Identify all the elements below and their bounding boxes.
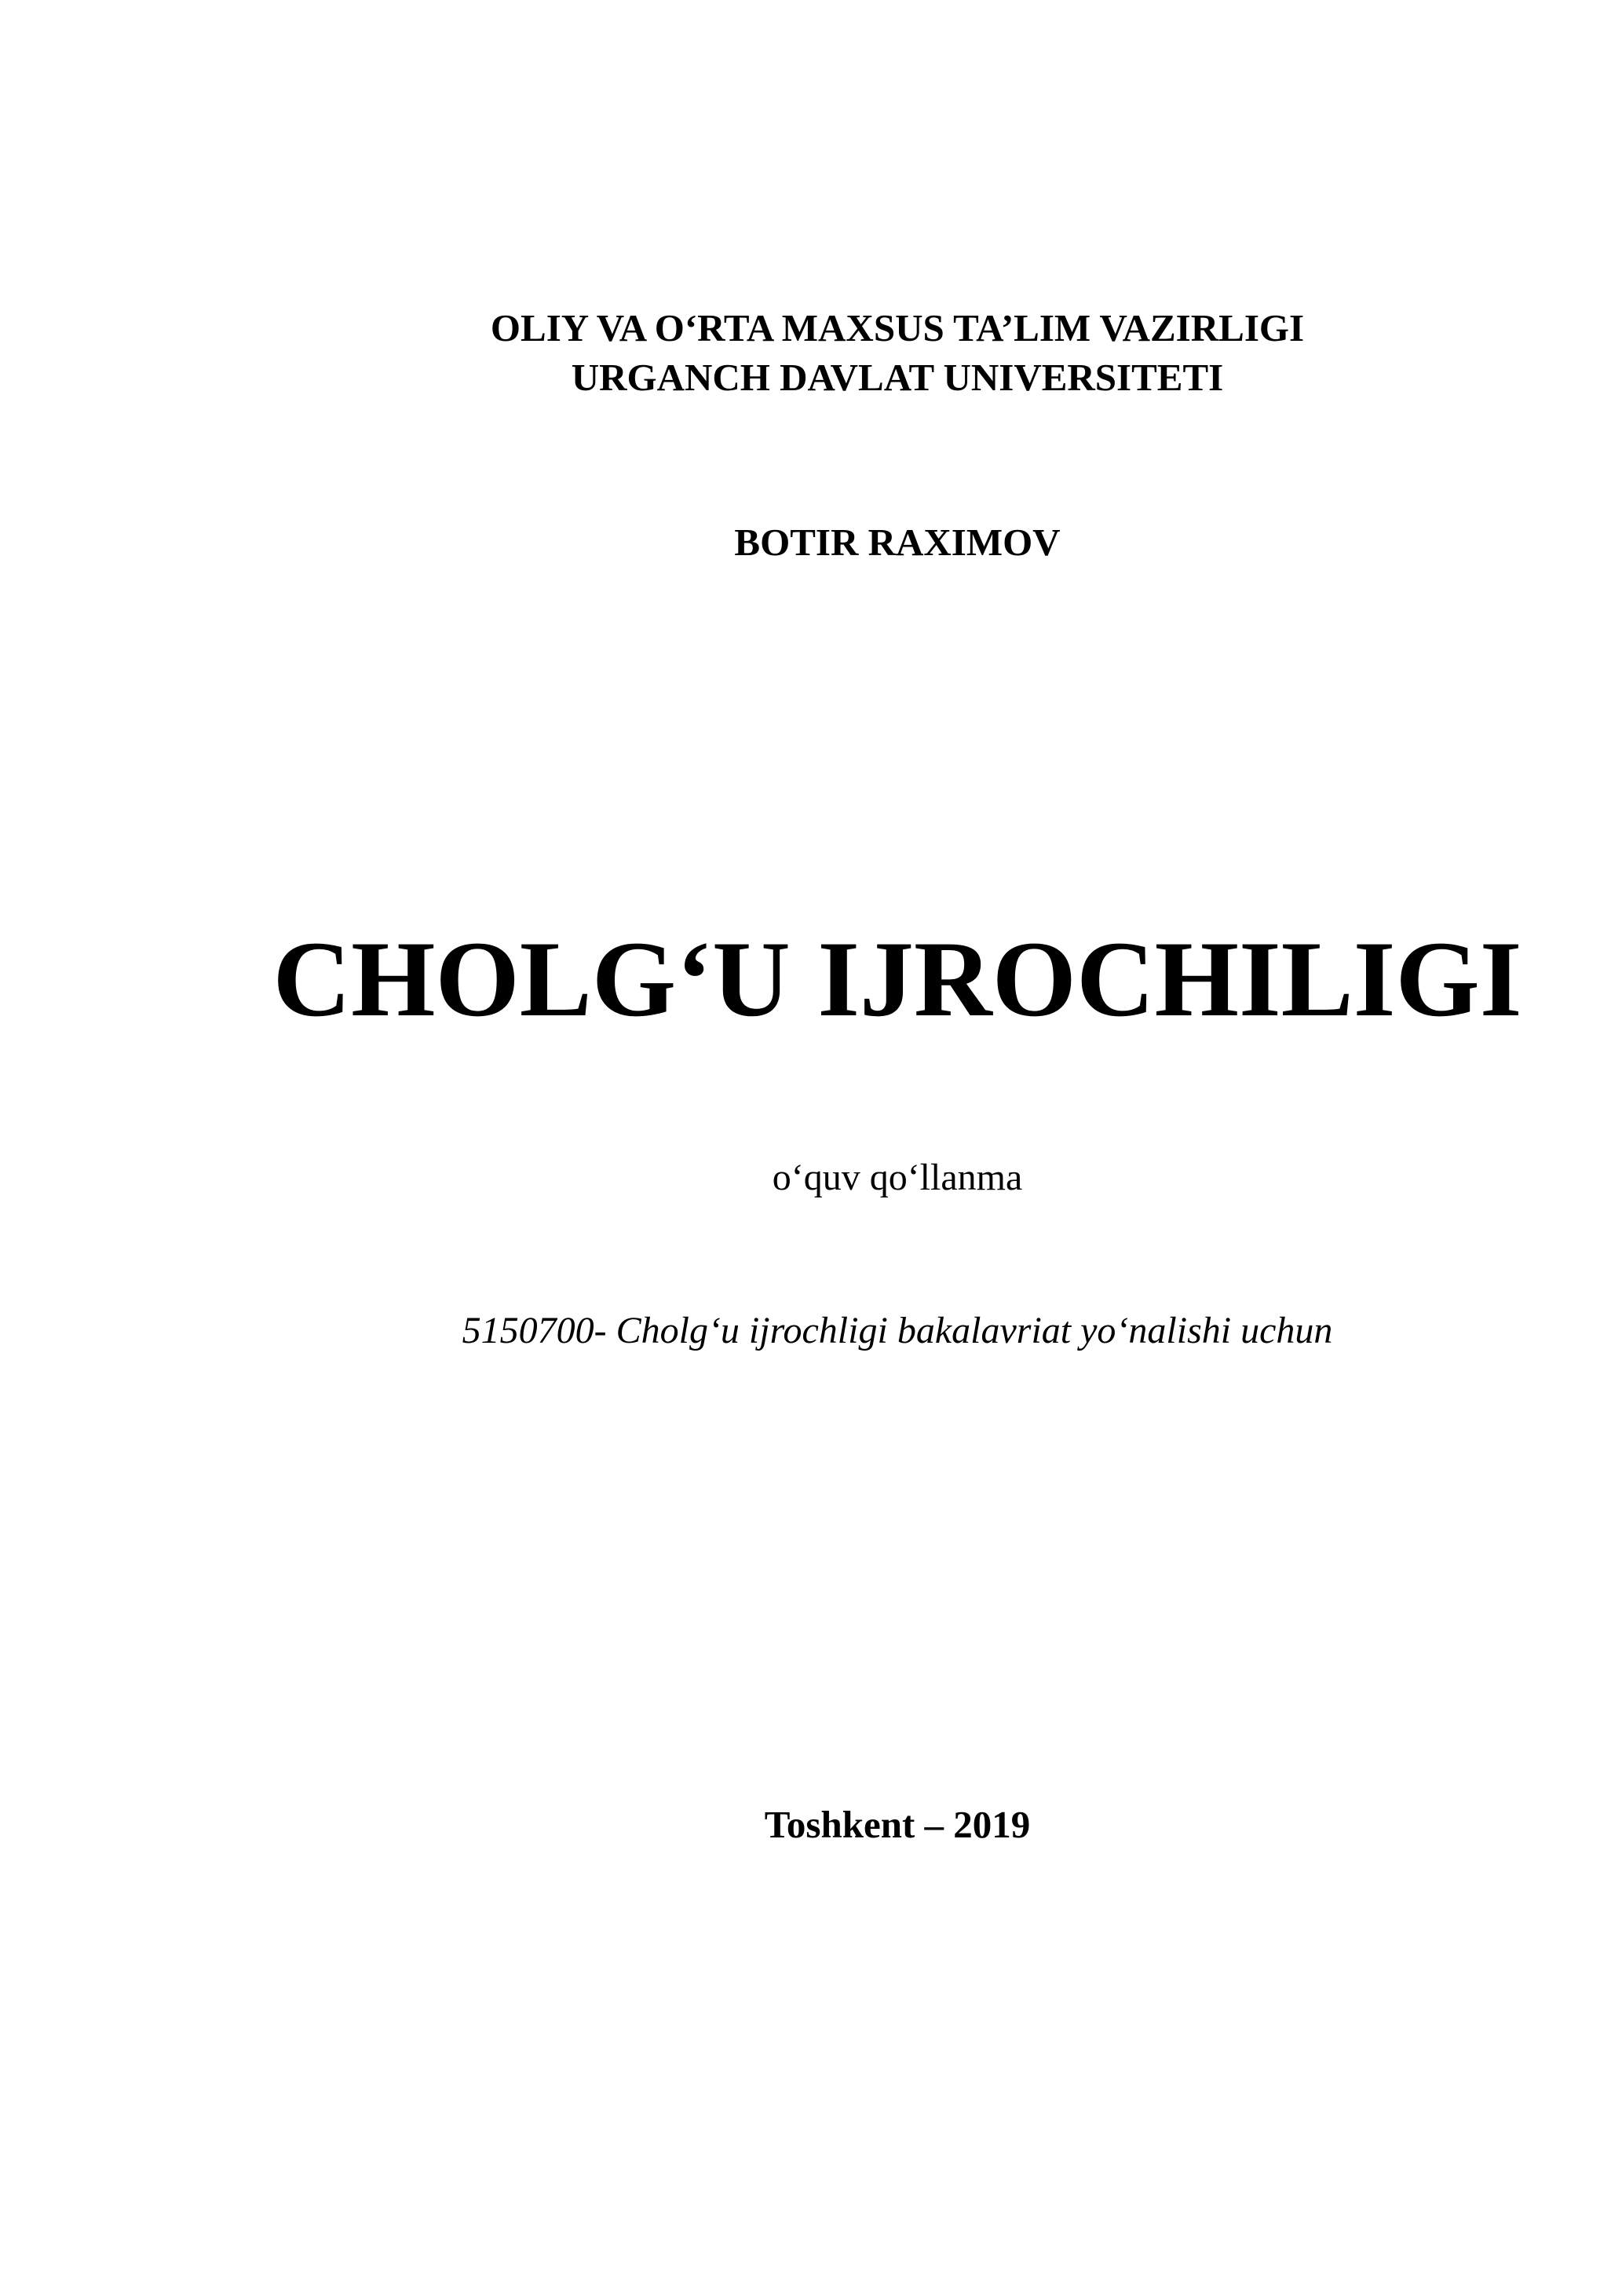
author-name: BOTIR RAXIMOV — [734, 521, 1061, 564]
specialty-line: 5150700- Cholg‘u ijrochligi bakalavriat yo‘nalishi uchun — [462, 1310, 1333, 1351]
university-name: URGANCH DAVLAT UNIVERSITETI — [571, 356, 1224, 399]
book-subtitle: o‘quv qo‘llanma — [772, 1157, 1023, 1198]
ministry-name: OLIY VA O‘RTA MAXSUS TA’LIM VAZIRLIGI — [490, 306, 1305, 349]
place-year: Toshkent – 2019 — [764, 1803, 1031, 1846]
book-title: CHOLG‘U IJROCHILIGI — [272, 919, 1522, 1039]
